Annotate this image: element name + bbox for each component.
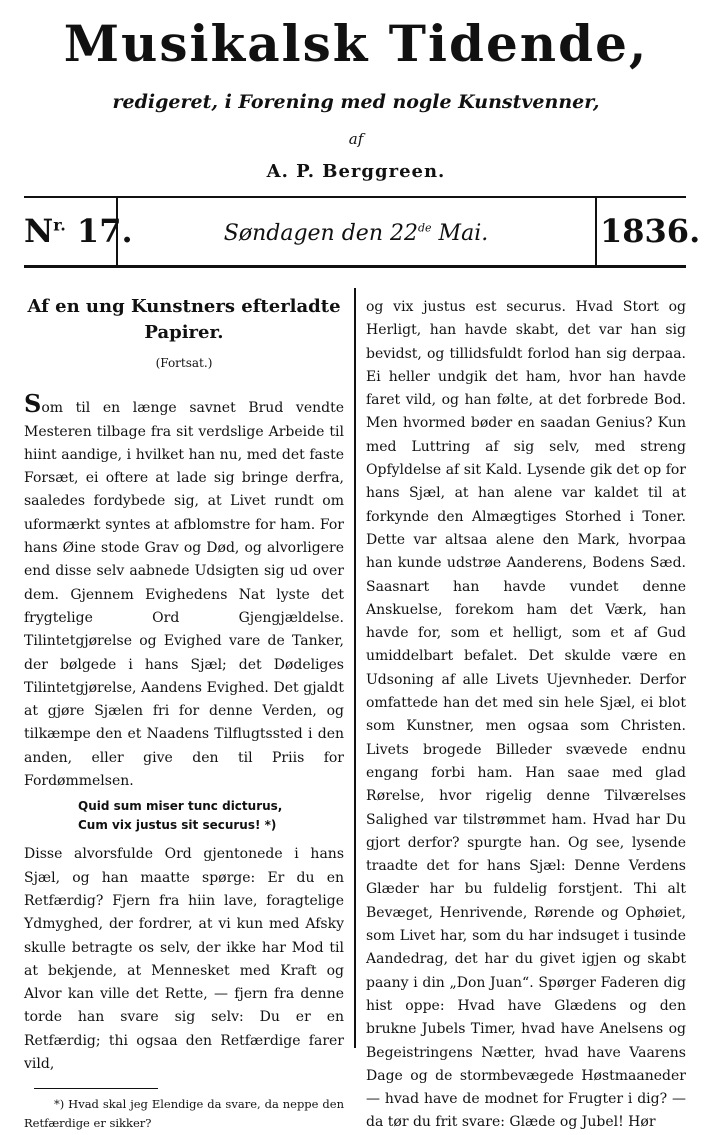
masthead-af: af: [348, 130, 364, 148]
masthead-title: Musikalsk Tidende,: [63, 14, 649, 73]
article-title: Af en ung Kunstners efterladte Papirer.: [27, 296, 341, 343]
footnote: *) Hvad skal jeg Elendige da svare, da neppe den Retfærdige er sikker?: [24, 1097, 344, 1131]
article-paragraph-3: og vix justus est securus. Hvad Stort og Herligt, han havde skabt, det var han sig bevidst, og tillidsfuldt forlod han sig derpaa. Ei heller undgik det ham, hvor han havde faret vild, og han følte, at det forbrede Bod. Men hvormed bøder en saadan Genius? Kun med Luttring af sig selv, med streng Opfyldelse af sit Kald. Lysende gik det op for hans Sjæl, at han alene var kaldet til at forkynde den Almægtiges Storhed i Toner. Dette var altsaa alene den Mark, hvorpaa han kunde udstrøe Aanderens, Bodens Sæd. Saasnart han havde vundet denne Anskuelse, forekom ham det Værk, han havde for, som et helligt, som et af Gud umiddelbart befalet. Det skulde være en Udsoning af alle Livets Ujevnheder. Derfor omfattede han det med sin hele Sjæl, ei blot som Kunstner, men ogsaa som Christen. Livets brogede Billeder svævede endnu engang forbi ham. Han saae med glad Rørelse, hvor rigelig denne Tilværelses Salighed var tilstrømmet ham. Hvad har Du gjort derfor? spurgte han. Og see, lysende traadte det for hans Sjæl: Denne Verdens Glæder har bu fuldelig forstjent. Thi alt Bevæget, Henrivende, Rørende og Ophøiet, som Livet har, som du har indsuget i tusinde Aandedrag, det har du givet igjen og skabt paany i din „Don Juan“. Spørger Faderen dig hist oppe: Hvad have Glædens og den brukne Jubels Timer, hvad have Anelsens og Begeistringens Nætter, hvad have Vaarens Dage og de stormbevægede Høstmaaneder — hvad have de modnet for Frugter i dig? — da tør du frit svare: Glæde og Jubel! Hør: [366, 299, 686, 1131]
article-paragraph-2: Disse alvorsfulde Ord gjentonede i hans Sjæl, og han maatte spørge: Er du en Retfærdig? Fjern fra hiin lave, foragtelige Ydmyghed, der fordrer, at vi kun med Afsky skulle betragte os selv, der ikke har Mod til at bekjende, at Mennesket med Kraft og Alvor kan ville det Rette, — fjern fra denne torde han svare sig selv: Du er en Retfærdig; thi ogsaa den Retfærdige farer vild,: [24, 846, 344, 1073]
quote-line-1: Quid sum miser tunc dicturus,: [78, 799, 283, 814]
issue-number: $N^{r.}$ 17.: [24, 212, 133, 250]
issue-year: 1836.: [600, 212, 701, 250]
masthead-subtitle: redigeret, i Forening med nogle Kunstvenner,: [112, 91, 600, 113]
latin-quote: [78, 797, 344, 835]
drop-cap: S: [24, 389, 42, 419]
article-paragraph-1: Som til en længe savnet Brud vendte Mesteren tilbage fra sit verdslige Arbeide til hiint aandige, i hvilket han nu, med det faste Forsæt, ei oftere at lade sig bringe derfra, saaledes fordybede sig, at Livet rundt om uformærkt syntes at afblomstre for ham. For hans Øine stode Grav og Død, og alvorligere end disse selv aabnede Udsigten sig ud over dem. Gjennem Evighedens Nat lyste det frygtelige Ord Gjengjældelse. Tilintetgjørelse og Evighed vare de Tanker, der bølgede i hans Sjæl; det Dødeliges Tilintetgjørelse, Aandens Evighed. Det gjaldt at gjøre Sjælen fri for denne Verden, og tilkæmpe den et Naadens Tilflugtssted i den anden, eller give den til Priis for Fordømmelsen.: [24, 389, 344, 790]
issue-date: Søndagen den 22de Mai.: [223, 221, 489, 246]
masthead-editor: A. P. Berggreen.: [266, 161, 446, 182]
right-column: [366, 296, 686, 1135]
issue-bar-bottom-rule: [24, 265, 686, 268]
quote-line-2: Cum vix justus sit securus! *): [78, 818, 277, 833]
article-continued: (Fortsat.): [155, 356, 213, 370]
issue-bar-divider-right: [595, 196, 597, 268]
footnote-rule: [34, 1088, 158, 1089]
issue-bar-top-rule: [24, 196, 686, 198]
column-separator: [354, 288, 356, 1048]
left-column: [24, 290, 344, 1133]
